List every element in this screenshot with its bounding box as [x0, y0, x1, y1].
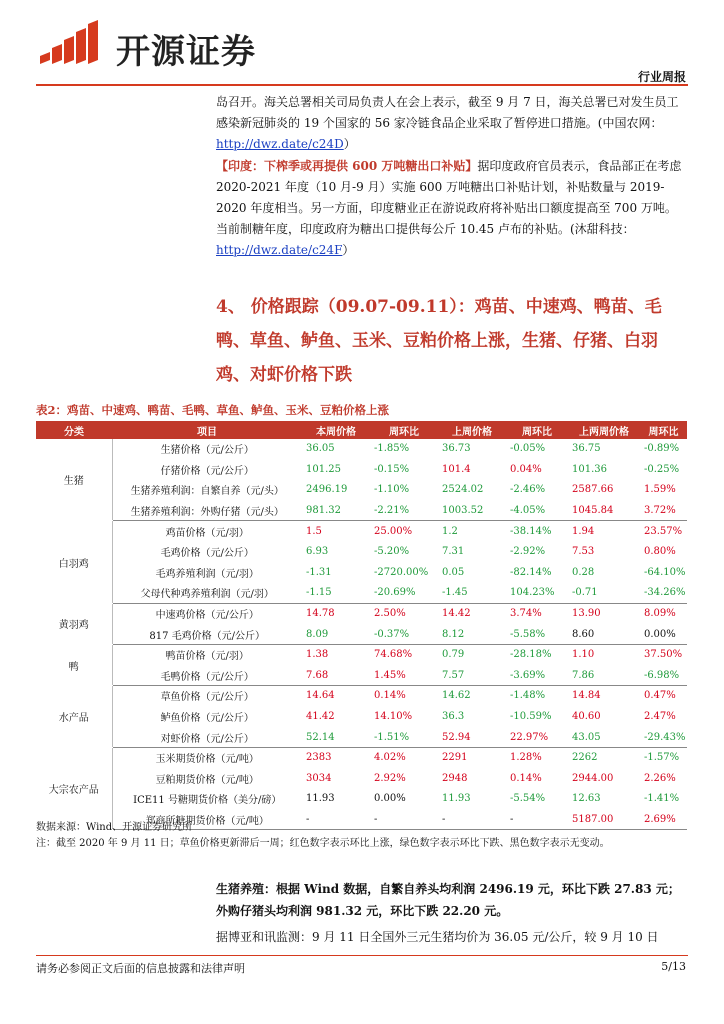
category-cell: 大宗农产品 — [36, 747, 112, 829]
item-cell: 鸭苗价格（元/羽） — [112, 644, 302, 665]
header-divider — [36, 84, 688, 86]
current-price-cell: 7.68 — [302, 665, 370, 686]
current-change-cell: -0.37% — [370, 624, 438, 645]
two-weeks-change-cell: -0.89% — [640, 439, 687, 459]
col-header-item: 项目 — [112, 421, 302, 439]
last-week-change-cell: 22.97% — [506, 727, 568, 748]
item-cell: 仔猪价格（元/公斤） — [112, 459, 302, 480]
two-weeks-price-cell: 43.05 — [568, 727, 640, 748]
current-change-cell: -20.69% — [370, 583, 438, 604]
col-header-current-price: 本周价格 — [302, 421, 370, 439]
two-weeks-change-cell: 37.50% — [640, 644, 687, 665]
two-weeks-price-cell: 2587.66 — [568, 480, 640, 501]
current-change-cell: 2.50% — [370, 603, 438, 624]
current-price-cell: -1.31 — [302, 562, 370, 583]
item-cell: 中速鸡价格（元/公斤） — [112, 603, 302, 624]
item-cell: ICE11 号糖期货价格（美分/磅） — [112, 789, 302, 810]
two-weeks-price-cell: 36.75 — [568, 439, 640, 459]
last-week-price-cell: - — [438, 809, 506, 830]
two-weeks-change-cell: 1.59% — [640, 480, 687, 501]
current-change-cell: -2.21% — [370, 500, 438, 521]
last-week-price-cell: 7.31 — [438, 541, 506, 562]
two-weeks-change-cell: -1.57% — [640, 747, 687, 768]
table-row — [36, 624, 687, 645]
report-type-label: 行业周报 — [637, 70, 686, 84]
current-change-cell: 25.00% — [370, 521, 438, 542]
last-week-price-cell: 0.05 — [438, 562, 506, 583]
two-weeks-price-cell: 8.60 — [568, 624, 640, 645]
two-weeks-change-cell: 2.47% — [640, 706, 687, 727]
table-row — [36, 583, 687, 604]
col-header-category: 分类 — [36, 421, 112, 439]
summary-pig-farming: 生猪养殖：根据 Wind 数据，自繁自养头均利润 2496.19 元，环比下跌 27.83 元；外购仔猪头均利润 981.32 元，环比下跌 22.20 元。 — [216, 882, 680, 918]
last-week-price-cell: 1.2 — [438, 521, 506, 542]
brand-logo-icon — [36, 20, 102, 64]
two-weeks-change-cell: 2.69% — [640, 809, 687, 830]
current-price-cell: 101.25 — [302, 459, 370, 480]
two-weeks-price-cell: 5187.00 — [568, 809, 640, 830]
brand-logo — [36, 18, 286, 72]
two-weeks-price-cell: 1.10 — [568, 644, 640, 665]
two-weeks-price-cell: 40.60 — [568, 706, 640, 727]
brand-name: 开源证券 — [116, 32, 256, 72]
table-source: 数据来源：Wind、开源证券研究所 — [36, 822, 193, 833]
summary-boya-monitor: 据博亚和讯监测：9 月 11 日全国外三元生猪均价为 36.05 元/公斤，较 9 月 10 日 — [216, 930, 659, 944]
table-row — [36, 727, 687, 748]
last-week-change-cell: 1.28% — [506, 747, 568, 768]
table-row — [36, 706, 687, 727]
footer-divider — [36, 955, 688, 956]
two-weeks-change-cell: -6.98% — [640, 665, 687, 686]
news-paragraph-1 — [216, 92, 686, 155]
two-weeks-price-cell: 2262 — [568, 747, 640, 768]
last-week-change-cell: -3.69% — [506, 665, 568, 686]
current-change-cell: 14.10% — [370, 706, 438, 727]
col-header-two-weeks-change: 周环比 — [640, 421, 687, 439]
item-cell: 鲈鱼价格（元/公斤） — [112, 706, 302, 727]
current-price-cell: 8.09 — [302, 624, 370, 645]
current-change-cell: -1.10% — [370, 480, 438, 501]
table-row — [36, 562, 687, 583]
table-body — [36, 439, 687, 830]
two-weeks-change-cell: -29.43% — [640, 727, 687, 748]
news-paragraph-2-text: 据印度政府官员表示，食品部正在考虑 2020-2021 年度（10 月-9 月）实施 600 万吨糖出口补贴计划，补贴数量与 2019-2020 年度相当。另一方面，印度糖业正在游说政府将补贴出口额度提高至 700 万吨。当前制糖年度，印度政府为糖出口提供每公斤 10.45 卢布的补贴。(沐甜科技： — [216, 159, 682, 236]
current-price-cell: - — [302, 809, 370, 830]
last-week-change-cell: 3.74% — [506, 603, 568, 624]
current-change-cell: 0.14% — [370, 686, 438, 707]
news-paragraph-2 — [216, 156, 686, 261]
table-caption: 表2：鸡苗、中速鸡、鸭苗、毛鸭、草鱼、鲈鱼、玉米、豆粕价格上涨 — [36, 403, 389, 417]
last-week-price-cell: 36.3 — [438, 706, 506, 727]
section-title: 4、 价格跟踪（09.07-09.11）：鸡苗、中速鸡、鸭苗、毛鸭、草鱼、鲈鱼、玉米、豆粕价格上涨，生猪、仔猪、白羽鸡、对虾价格下跌 — [216, 297, 662, 385]
table-row — [36, 521, 687, 542]
current-change-cell: 4.02% — [370, 747, 438, 768]
two-weeks-price-cell: -0.71 — [568, 583, 640, 604]
table-row — [36, 480, 687, 501]
current-price-cell: 1.38 — [302, 644, 370, 665]
last-week-change-cell: -4.05% — [506, 500, 568, 521]
table-row — [36, 603, 687, 624]
col-header-last-week-price: 上周价格 — [438, 421, 506, 439]
two-weeks-change-cell: 23.57% — [640, 521, 687, 542]
last-week-price-cell: 11.93 — [438, 789, 506, 810]
two-weeks-price-cell: 12.63 — [568, 789, 640, 810]
current-change-cell: -1.51% — [370, 727, 438, 748]
current-price-cell: 14.64 — [302, 686, 370, 707]
current-change-cell: 1.45% — [370, 665, 438, 686]
two-weeks-change-cell: 2.26% — [640, 768, 687, 789]
two-weeks-change-cell: 3.72% — [640, 500, 687, 521]
news-link-1[interactable]: http://dwz.date/c24D — [216, 137, 344, 151]
current-change-cell: -0.15% — [370, 459, 438, 480]
last-week-change-cell: 0.14% — [506, 768, 568, 789]
last-week-price-cell: 14.62 — [438, 686, 506, 707]
last-week-price-cell: 1003.52 — [438, 500, 506, 521]
table-header-row — [36, 421, 687, 439]
item-cell: 毛鸡养殖利润（元/羽） — [112, 562, 302, 583]
news-paragraph-2-end: ） — [342, 243, 355, 257]
last-week-price-cell: 52.94 — [438, 727, 506, 748]
two-weeks-price-cell: 0.28 — [568, 562, 640, 583]
last-week-change-cell: -1.48% — [506, 686, 568, 707]
current-change-cell: 74.68% — [370, 644, 438, 665]
table-row — [36, 747, 687, 768]
page-number: 5/13 — [661, 960, 686, 973]
last-week-price-cell: 8.12 — [438, 624, 506, 645]
two-weeks-price-cell: 7.53 — [568, 541, 640, 562]
category-cell: 水产品 — [36, 686, 112, 748]
item-cell: 817 毛鸡价格（元/公斤） — [112, 624, 302, 645]
table-row — [36, 768, 687, 789]
item-cell: 父母代种鸡养殖利润（元/羽） — [112, 583, 302, 604]
last-week-price-cell: 101.4 — [438, 459, 506, 480]
current-price-cell: 2383 — [302, 747, 370, 768]
last-week-change-cell: -10.59% — [506, 706, 568, 727]
current-change-cell: -2720.00% — [370, 562, 438, 583]
current-price-cell: 1.5 — [302, 521, 370, 542]
last-week-change-cell: -5.58% — [506, 624, 568, 645]
item-cell: 生猪养殖利润：自繁自养（元/头） — [112, 480, 302, 501]
current-price-cell: 3034 — [302, 768, 370, 789]
current-change-cell: - — [370, 809, 438, 830]
item-cell: 生猪价格（元/公斤） — [112, 439, 302, 459]
item-cell: 毛鸭价格（元/公斤） — [112, 665, 302, 686]
current-change-cell: 2.92% — [370, 768, 438, 789]
last-week-change-cell: -5.54% — [506, 789, 568, 810]
price-table — [36, 421, 687, 830]
category-cell: 白羽鸡 — [36, 521, 112, 603]
table-row — [36, 459, 687, 480]
two-weeks-price-cell: 1.94 — [568, 521, 640, 542]
item-cell: 草鱼价格（元/公斤） — [112, 686, 302, 707]
current-price-cell: 14.78 — [302, 603, 370, 624]
last-week-change-cell: -82.14% — [506, 562, 568, 583]
current-price-cell: 6.93 — [302, 541, 370, 562]
two-weeks-change-cell: -1.41% — [640, 789, 687, 810]
last-week-price-cell: -1.45 — [438, 583, 506, 604]
current-price-cell: 11.93 — [302, 789, 370, 810]
category-cell: 鸭 — [36, 644, 112, 685]
two-weeks-change-cell: 0.80% — [640, 541, 687, 562]
two-weeks-price-cell: 14.84 — [568, 686, 640, 707]
last-week-price-cell: 2948 — [438, 768, 506, 789]
category-cell: 生猪 — [36, 439, 112, 521]
current-price-cell: 36.05 — [302, 439, 370, 459]
two-weeks-price-cell: 7.86 — [568, 665, 640, 686]
table-row — [36, 686, 687, 707]
current-change-cell: 0.00% — [370, 789, 438, 810]
table-row — [36, 541, 687, 562]
item-cell: 郑商所糖期货价格（元/吨） — [112, 809, 302, 830]
table-row — [36, 789, 687, 810]
current-price-cell: 52.14 — [302, 727, 370, 748]
two-weeks-price-cell: 101.36 — [568, 459, 640, 480]
last-week-price-cell: 36.73 — [438, 439, 506, 459]
two-weeks-change-cell: 0.47% — [640, 686, 687, 707]
item-cell: 豆粕期货价格（元/吨） — [112, 768, 302, 789]
last-week-price-cell: 0.79 — [438, 644, 506, 665]
two-weeks-change-cell: 8.09% — [640, 603, 687, 624]
item-cell: 生猪养殖利润：外购仔猪（元/头） — [112, 500, 302, 521]
item-cell: 毛鸡价格（元/公斤） — [112, 541, 302, 562]
col-header-current-change: 周环比 — [370, 421, 438, 439]
last-week-change-cell: -38.14% — [506, 521, 568, 542]
last-week-price-cell: 2524.02 — [438, 480, 506, 501]
last-week-price-cell: 7.57 — [438, 665, 506, 686]
last-week-change-cell: - — [506, 809, 568, 830]
news-link-2[interactable]: http://dwz.date/c24F — [216, 243, 343, 257]
footer-disclaimer: 请务必参阅正文后面的信息披露和法律声明 — [36, 962, 245, 975]
last-week-change-cell: -28.18% — [506, 644, 568, 665]
last-week-price-cell: 2291 — [438, 747, 506, 768]
current-change-cell: -5.20% — [370, 541, 438, 562]
last-week-change-cell: -2.92% — [506, 541, 568, 562]
two-weeks-price-cell: 13.90 — [568, 603, 640, 624]
current-price-cell: 41.42 — [302, 706, 370, 727]
last-week-change-cell: -2.46% — [506, 480, 568, 501]
last-week-change-cell: -0.05% — [506, 439, 568, 459]
current-price-cell: 981.32 — [302, 500, 370, 521]
col-header-last-week-change: 周环比 — [506, 421, 568, 439]
category-cell: 黄羽鸡 — [36, 603, 112, 644]
table-row — [36, 439, 687, 459]
two-weeks-change-cell: -64.10% — [640, 562, 687, 583]
table-note: 注：截至 2020 年 9 月 11 日；草鱼价格更新滞后一周；红色数字表示环比上涨，绿色数字表示环比下跌、黑色数字表示无变动。 — [36, 838, 610, 849]
two-weeks-price-cell: 1045.84 — [568, 500, 640, 521]
item-cell: 对虾价格（元/公斤） — [112, 727, 302, 748]
two-weeks-change-cell: -0.25% — [640, 459, 687, 480]
table-row — [36, 500, 687, 521]
news-paragraph-1-text: 岛召开。海关总署相关司局负责人在会上表示，截至 9 月 7 日，海关总署已对发生员工感染新冠肺炎的 19 个国家的 56 家冷链食品企业采取了暂停进口措施。(中国农网： — [216, 95, 679, 130]
last-week-change-cell: 0.04% — [506, 459, 568, 480]
item-cell: 鸡苗价格（元/羽） — [112, 521, 302, 542]
last-week-change-cell: 104.23% — [506, 583, 568, 604]
table-row — [36, 644, 687, 665]
current-change-cell: -1.85% — [370, 439, 438, 459]
table-row — [36, 665, 687, 686]
item-cell: 玉米期货价格（元/吨） — [112, 747, 302, 768]
news-paragraph-2-title: 【印度：下榨季或再提供 600 万吨糖出口补贴】 — [216, 159, 478, 173]
two-weeks-change-cell: -34.26% — [640, 583, 687, 604]
col-header-two-weeks-price: 上两周价格 — [568, 421, 640, 439]
current-price-cell: 2496.19 — [302, 480, 370, 501]
current-price-cell: -1.15 — [302, 583, 370, 604]
news-paragraph-1-end: ） — [343, 137, 356, 151]
last-week-price-cell: 14.42 — [438, 603, 506, 624]
two-weeks-change-cell: 0.00% — [640, 624, 687, 645]
two-weeks-price-cell: 2944.00 — [568, 768, 640, 789]
